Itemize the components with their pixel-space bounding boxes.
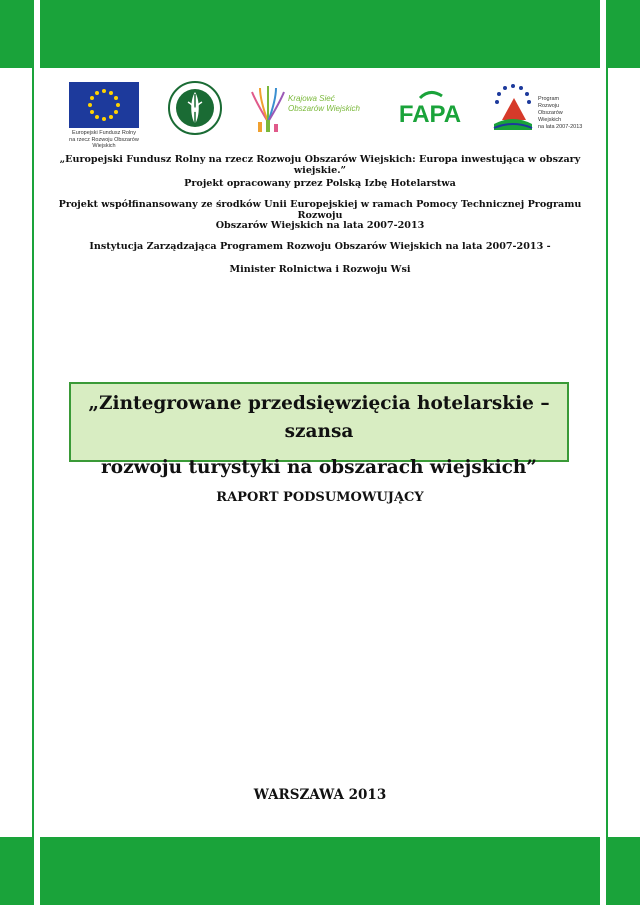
frame-rule-left xyxy=(32,0,34,905)
eu-logo xyxy=(60,82,148,150)
eu-caption-line1: Europejski Fundusz Rolny xyxy=(72,130,136,136)
eu-caption-line2: na rzecz Rozwoju Obszarów Wiejskich xyxy=(69,136,139,149)
title-box xyxy=(69,382,569,478)
logos-row xyxy=(42,80,598,149)
info-line-4: Obszarów Wiejskich na lata 2007-2013 xyxy=(215,220,425,231)
frame-rule-right xyxy=(606,0,608,905)
eu-flag-icon xyxy=(69,82,139,128)
bottom-green-band xyxy=(0,837,640,905)
ksow-logo xyxy=(246,82,376,134)
prow-line3: Obszarów xyxy=(538,110,563,116)
prow-line4: Wiejskich xyxy=(538,117,562,123)
info-line-2: Projekt opracowany przez Polską Izbę Hotelarstwa xyxy=(184,178,456,189)
prow-line5: na lata 2007-2013 xyxy=(538,124,583,130)
title-line-2: rozwoju turystyki na obszarach wiejskich” xyxy=(101,457,537,478)
fapa-text: FAPA xyxy=(398,101,462,128)
ksow-line1: Krajowa Sieć xyxy=(288,94,335,103)
info-line-5: Instytucja Zarządzająca Programem Rozwoju Obszarów Wiejskich na lata 2007-2013 - xyxy=(89,241,551,252)
frame-gap-left xyxy=(34,0,40,905)
prow-logo xyxy=(488,80,588,136)
info-line-3: Projekt współfinansowany ze środków Unii Europejskiej w ramach Pomocy Technicznej Programu Rozwoju xyxy=(58,199,582,221)
prow-line2: Rozwoju xyxy=(538,103,560,109)
ministry-seal-logo xyxy=(166,80,224,136)
title-line-1: „Zintegrowane przedsięwzięcia hotelarskie – szansa xyxy=(88,393,550,442)
fapa-logo xyxy=(390,88,470,128)
ksow-line2: Obszarów Wiejskich xyxy=(288,104,360,113)
top-green-band xyxy=(0,0,640,68)
prow-line1: Program xyxy=(538,96,560,102)
report-subtitle: RAPORT PODSUMOWUJĄCY xyxy=(216,490,424,505)
info-line-6: Minister Rolnictwa i Rozwoju Wsi xyxy=(229,264,411,275)
info-line-1: „Europejski Fundusz Rolny na rzecz Rozwoju Obszarów Wiejskich: Europa inwestująca w obszary wiejskie.” xyxy=(59,154,581,176)
place-year: WARSZAWA 2013 xyxy=(253,787,387,803)
